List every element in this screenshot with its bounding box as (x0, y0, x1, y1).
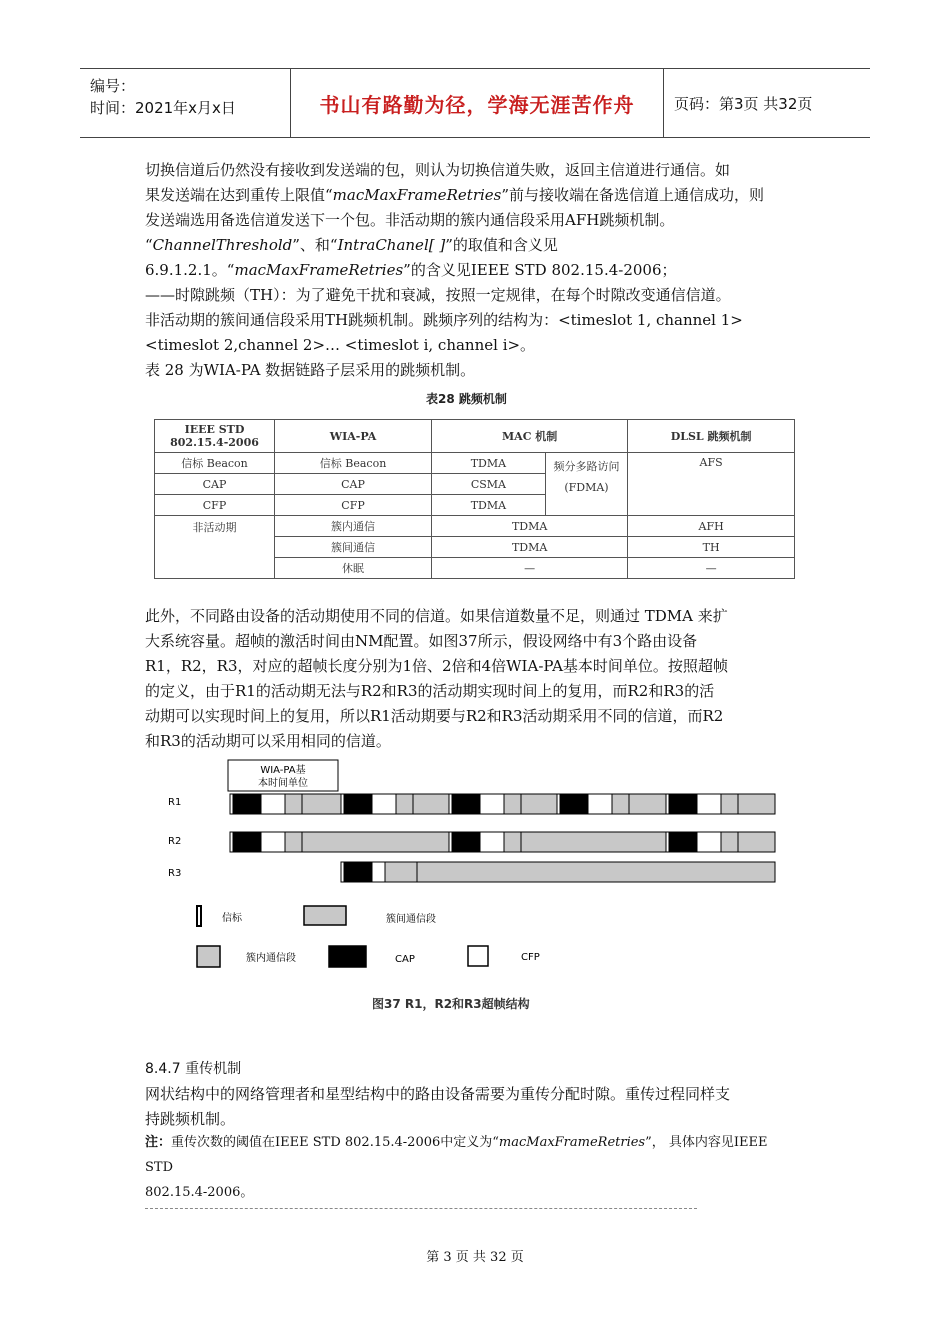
intra-segment (721, 832, 738, 852)
table-cell: 簇间通信 (274, 537, 431, 558)
text-line: R1，R2，R3，对应的超帧长度分别为1倍、2倍和4倍WIA-PA基本时间单位。按照超帧 (145, 657, 728, 675)
table-cell: 信标 Beacon (274, 453, 431, 474)
text-line: 6.9.1.2.1。“macMaxFrameRetries”的含义见IEEE STD 802.15.4-2006； (145, 261, 677, 279)
cap-segment (344, 794, 372, 814)
unit-box-label-1: WIA-PA基 (260, 765, 306, 776)
cfp-segment (372, 794, 396, 814)
table-cell: — (628, 558, 795, 579)
text-line: 网状结构中的网络管理者和星型结构中的路由设备需要为重传分配时隙。重传过程同样支 (145, 1085, 731, 1103)
table-cell: — (432, 558, 628, 579)
cfp-segment (588, 794, 612, 814)
text-line: “ChannelThreshold”、和“IntraChanel[ ]”的取值和含义见 (145, 236, 558, 254)
table-cell: CAP (155, 474, 275, 495)
inter-segment (738, 794, 775, 814)
cfp-segment (480, 794, 504, 814)
note-line: 注：重传次数的阈值在IEEE STD 802.15.4-2006中定义为“macMaxFrameRetries”， 具体内容见IEEE (145, 1135, 768, 1150)
table-cell: 非活动期 (155, 516, 275, 579)
frequency-hopping-table (154, 419, 795, 579)
legend-beacon-label: 信标 (222, 913, 242, 924)
table-header: IEEE STD 802.15.4-2006 (155, 420, 275, 453)
r3-superframe-bar (341, 862, 775, 882)
text-line: 此外，不同路由设备的活动期使用不同的信道。如果信道数量不足，则通过 TDMA 来扩 (145, 607, 728, 625)
page-header (80, 68, 870, 138)
intra-segment (396, 794, 413, 814)
legend-cap-swatch (329, 946, 366, 967)
text-line: 切换信道后仍然没有接收到发送端的包，则认为切换信道失败，返回主信道进行通信。如 (145, 161, 731, 179)
legend-cfp-label: CFP (521, 952, 540, 963)
row-label-r1: R1 (168, 797, 182, 808)
cap-segment (452, 832, 480, 852)
table-cell: 休眠 (274, 558, 431, 579)
table-row (155, 453, 795, 474)
row-label-r3: R3 (168, 868, 182, 879)
body-paragraph-2 (145, 604, 805, 754)
text-line: 动期可以实现时间上的复用，所以R1活动期要与R2和R3活动期采用不同的信道，而R2 (145, 707, 724, 725)
superframe-diagram (160, 758, 800, 1018)
text-line: 表 28 为WIA-PA 数据链路子层采用的跳频机制。 (145, 361, 476, 379)
text-line: 果发送端在达到重传上限值“macMaxFrameRetries”前与接收端在备选信道上通信成功，则 (145, 186, 765, 204)
header-meta (80, 69, 291, 137)
table-cell: CAP (274, 474, 431, 495)
cfp-segment (261, 832, 285, 852)
text-line: 持跳频机制。 (145, 1110, 236, 1128)
inter-segment (738, 832, 775, 852)
note-line: 802.15.4-2006。 (145, 1185, 254, 1200)
cap-segment (233, 794, 261, 814)
legend-cap-label: CAP (395, 954, 415, 965)
divider (145, 1208, 697, 1209)
cap-segment (233, 832, 261, 852)
cfp-segment (480, 832, 504, 852)
header-number: 编号： (90, 77, 136, 95)
text-line: ——时隙跳频（TH）：为了避免干扰和衰减，按照一定规律，在每个时隙改变通信信道。 (145, 286, 731, 304)
note-label: 注： (145, 1135, 172, 1150)
legend-beacon-swatch (197, 906, 201, 926)
note-line: STD (145, 1160, 173, 1175)
legend-inter-label: 簇间通信段 (386, 914, 436, 925)
table-row (155, 516, 795, 537)
legend-intra-label: 簇内通信段 (246, 953, 296, 964)
figure-caption: 图37 R1，R2和R3超帧结构 (372, 997, 530, 1011)
cfp-segment (697, 832, 721, 852)
table-header: DLSL 跳频机制 (628, 420, 795, 453)
intra-segment (612, 794, 629, 814)
table-cell: TDMA (432, 495, 546, 516)
table-cell: CFP (155, 495, 275, 516)
text-line: 非活动期的簇间通信段采用TH跳频机制。跳频序列的结构为：<timeslot 1, channel 1> (145, 311, 743, 329)
cap-segment (560, 794, 588, 814)
legend-intra-swatch (197, 946, 220, 967)
table-cell: 信标 Beacon (155, 453, 275, 474)
table-cell: CSMA (432, 474, 546, 495)
intra-segment (504, 794, 521, 814)
intra-segment (285, 794, 302, 814)
inter-segment (413, 794, 452, 814)
table-header: WIA-PA (274, 420, 431, 453)
cap-segment (344, 862, 372, 882)
legend-inter-swatch (304, 906, 346, 925)
legend-cfp-swatch (468, 946, 488, 966)
table-cell: AFH (628, 516, 795, 537)
cap-segment (669, 832, 697, 852)
table-cell: AFS (628, 453, 795, 516)
intra-segment (385, 862, 417, 882)
table-cell: TDMA (432, 516, 628, 537)
table-cell: TH (628, 537, 795, 558)
body-paragraph-1 (145, 158, 805, 383)
text-line: <timeslot 2,channel 2>… <timeslot i, channel i>。 (145, 336, 536, 354)
unit-box-label-2: 本时间单位 (258, 778, 308, 789)
text-line: 的定义，由于R1的活动期无法与R2和R3的活动期实现时间上的复用，而R2和R3的活 (145, 682, 715, 700)
table-cell: 簇内通信 (274, 516, 431, 537)
inter-segment (629, 794, 668, 814)
r1-superframe-bar (230, 794, 775, 814)
text-line: 和R3的活动期可以采用相同的信道。 (145, 732, 391, 750)
text-line: 发送端选用备选信道发送下一个包。非活动期的簇内通信段采用AFH跳频机制。 (145, 211, 675, 229)
page-footer: 第 3 页 共 32 页 (426, 1250, 524, 1265)
table-header: MAC 机制 (432, 420, 628, 453)
cap-segment (669, 794, 697, 814)
table-cell: 频分多路访问(FDMA) (545, 453, 627, 516)
note-block (145, 1130, 805, 1205)
section-title: 8.4.7 重传机制 (145, 1061, 242, 1077)
header-motto: 书山有路勤为径，学海无涯苦作舟 (291, 69, 664, 137)
cfp-segment (697, 794, 721, 814)
table-cell: CFP (274, 495, 431, 516)
r2-superframe-bar (230, 832, 775, 852)
superframe-figure (160, 758, 800, 1018)
inter-segment (302, 832, 449, 852)
section-paragraph (145, 1082, 805, 1132)
table-cell: TDMA (432, 453, 546, 474)
intra-segment (285, 832, 302, 852)
cfp-segment (261, 794, 285, 814)
intra-segment (721, 794, 738, 814)
table-cell: TDMA (432, 537, 628, 558)
row-label-r2: R2 (168, 836, 182, 847)
intra-segment (504, 832, 521, 852)
inter-segment (521, 832, 666, 852)
inter-segment (521, 794, 560, 814)
cfp-segment (372, 862, 385, 882)
header-page: 页码：第3页 共32页 (674, 94, 813, 113)
table-header-row (155, 420, 795, 453)
header-time: 时间：2021年x月x日 (90, 99, 236, 117)
text-line: 大系统容量。超帧的激活时间由NM配置。如图37所示，假设网络中有3个路由设备 (145, 632, 698, 650)
cap-segment (452, 794, 480, 814)
inter-segment (417, 862, 775, 882)
inter-segment (302, 794, 341, 814)
table-caption: 表28 跳频机制 (426, 392, 507, 406)
